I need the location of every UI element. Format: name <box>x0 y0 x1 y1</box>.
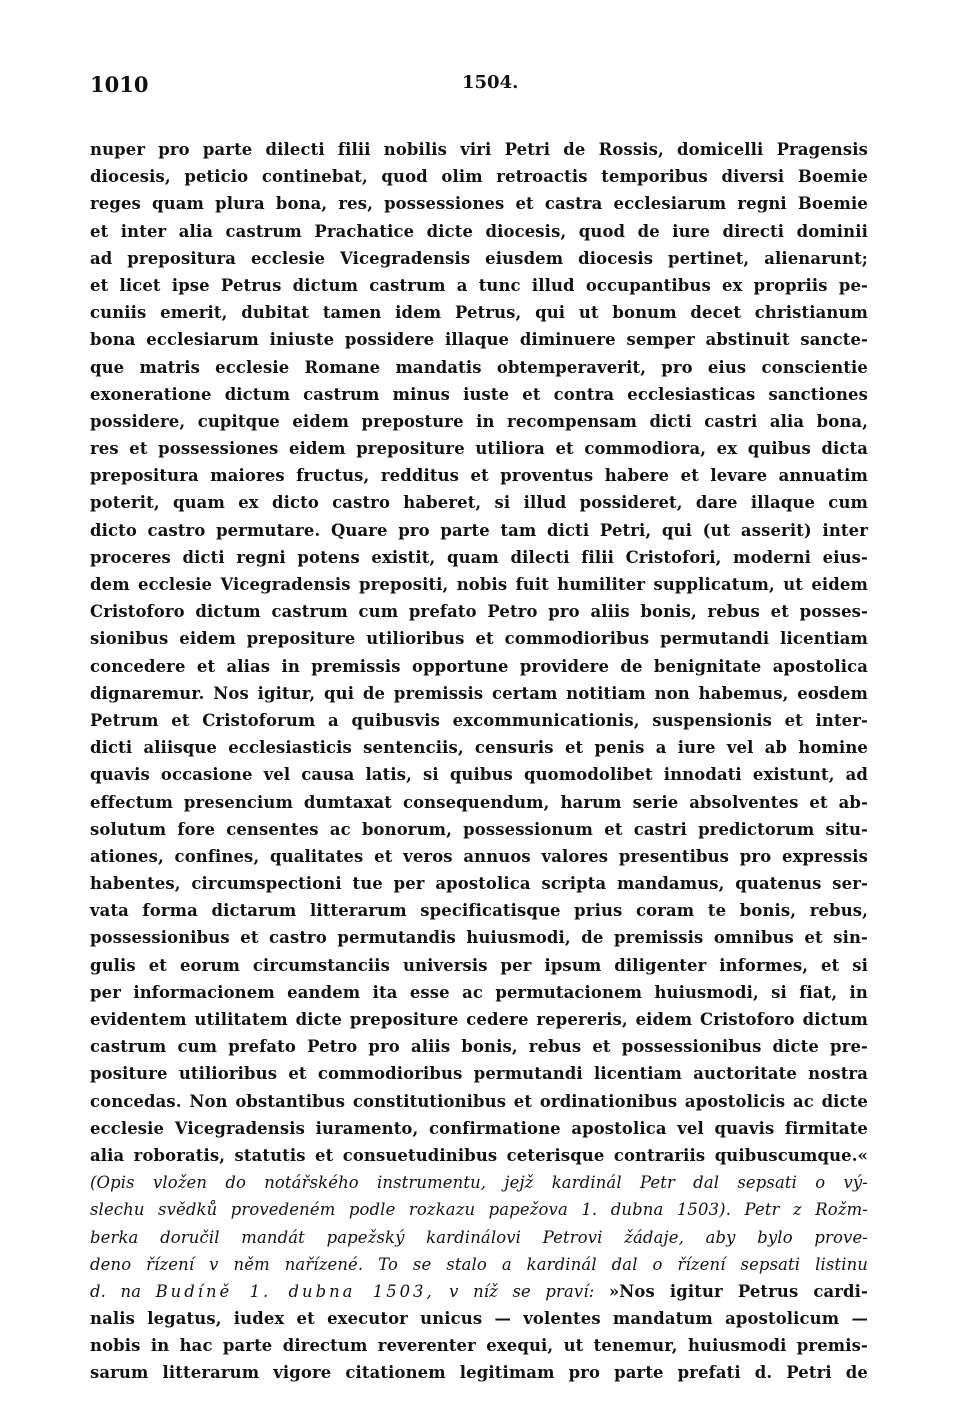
text-line: possessionibus et castro permutandis huiusmodi, de premissis omnibus et sin- <box>90 928 868 948</box>
body-text <box>90 136 868 1387</box>
text-line: cuniis emerit, dubitat tamen idem Petrus, qui ut bonum decet christianum <box>90 303 868 323</box>
text-line: exoneratione dictum castrum minus iuste et contra ecclesiasticas sanctiones <box>90 384 868 404</box>
text-line: dicto castro permutare. Quare pro parte tam dicti Petri, qui (ut asserit) inter <box>90 520 868 540</box>
page-header <box>90 72 868 102</box>
text-line: dicti aliisque ecclesiasticis sentenciis, censuris et penis a iure vel ab homine <box>90 738 868 758</box>
text-line: evidentem utilitatem dicte prepositure cedere repereris, eidem Cristoforo dictum <box>90 1010 868 1029</box>
text-line: quavis occasione vel causa latis, si quibus quomodolibet innodati existunt, ad <box>90 765 868 785</box>
text-line: Cristoforo dictum castrum cum prefato Petro pro aliis bonis, rebus et posses- <box>90 602 868 622</box>
text-line: nalis legatus, iudex et executor unicus — volentes mandatum apostolicum — <box>90 1309 868 1329</box>
text-line: habentes, circumspectioni tue per apostolica scripta mandamus, quatenus ser- <box>90 874 868 894</box>
text-line: effectum presencium dumtaxat consequendum, harum serie absolventes et ab- <box>90 792 868 812</box>
quotation-start: »Nos igitur Petrus cardi- <box>608 1281 868 1301</box>
text-line: et inter alia castrum Prachatice dicte diocesis, quod de iure directi dominii <box>90 221 868 241</box>
text-line: poterit, quam ex dicto castro haberet, si illud possideret, dare illaque cum <box>90 493 868 513</box>
text-line: res et possessiones eidem prepositure utiliora et commodiora, ex quibus dicta <box>90 439 868 459</box>
spaced-place-date: Budíně 1. dubna 1503, <box>155 1281 435 1301</box>
text-line: bona ecclesiarum iniuste possidere illaque diminuere semper abstinuit sancte- <box>90 330 868 350</box>
text-line: sionibus eidem prepositure utilioribus et commodioribus permutandi licentiam <box>90 629 868 649</box>
editorial-note-line: berka doručil mandát papežský kardinálovi Petrovi žádaje, aby bylo prove- <box>90 1227 868 1247</box>
text-line: dignaremur. Nos igitur, qui de premissis certam notitiam non habemus, eosdem <box>90 683 868 703</box>
text-line: castrum cum prefato Petro pro aliis bonis, rebus et possessionibus dicte pre- <box>90 1037 868 1057</box>
text-line: prepositura maiores fructus, redditus et proventus habere et levare annuatim <box>90 466 868 486</box>
text-line: et licet ipse Petrus dictum castrum a tunc illud occupantibus ex propriis pe- <box>90 275 868 295</box>
editorial-note-line: (Opis vložen do notářského instrumentu, jejž kardinál Petr dal sepsati o vý- <box>90 1173 868 1193</box>
page-number: 1010 <box>90 72 149 97</box>
text-line: positure utilioribus et commodioribus permutandi licentiam auctoritate nostra <box>90 1064 868 1084</box>
mixed-line <box>90 1278 868 1305</box>
text-line: gulis et eorum circumstanciis universis per ipsum diligenter informes, et si <box>90 955 868 975</box>
text-line: ationes, confines, qualitates et veros annuos valores presentibus pro expressis <box>90 846 868 866</box>
text-line: que matris ecclesie Romane mandatis obtemperaverit, pro eius conscientie <box>90 357 868 377</box>
text-line: proceres dicti regni potens existit, quam dilecti filii Cristofori, moderni eius- <box>90 547 868 567</box>
editorial-note-line: slechu svědků provedeném podle rozkazu papežova 1. dubna 1503). Petr z Rožm- <box>90 1200 868 1220</box>
text-line: solutum fore censentes ac bonorum, possessionum et castri predictorum situ- <box>90 819 868 839</box>
text-line: dem ecclesie Vicegradensis prepositi, nobis fuit humiliter supplicatum, ut eidem <box>90 575 868 594</box>
text-line: concedas. Non obstantibus constitutionibus et ordinationibus apostolicis ac dicte <box>90 1091 868 1111</box>
text-line: nobis in hac parte directum reverenter exequi, ut tenemur, huiusmodi premis- <box>90 1336 868 1356</box>
note-fragment: v níž se praví: <box>434 1281 609 1301</box>
text-line: nuper pro parte dilecti filii nobilis viri Petri de Rossis, domicelli Pragensis <box>90 140 868 159</box>
text-line: concedere et alias in premissis opportune providere de benignitate apostolica <box>90 656 868 676</box>
text-line: ecclesie Vicegradensis iuramento, confirmatione apostolica vel quavis firmitate <box>90 1118 868 1138</box>
text-line: vata forma dictarum litterarum specificatisque prius coram te bonis, rebus, <box>90 901 868 921</box>
text-line: reges quam plura bona, res, possessiones et castra ecclesiarum regni Boemie <box>90 194 868 214</box>
text-line: possidere, cupitque eidem preposture in recompensam dicti castri alia bona, <box>90 411 868 431</box>
text-line: ad prepositura ecclesie Vicegradensis eiusdem diocesis pertinet, alienarunt; <box>90 248 868 268</box>
editorial-note-line: deno řízení v něm nařízené. To se stalo a kardinál dal o řízení sepsati listinu <box>90 1254 868 1274</box>
running-head-year: 1504. <box>462 72 519 93</box>
text-line: alia roboratis, statutis et consuetudinibus ceterisque contrariis quibuscumque.« <box>90 1145 868 1165</box>
note-fragment: d. na <box>90 1281 156 1301</box>
text-line: diocesis, peticio continebat, quod olim retroactis temporibus diversi Boemie <box>90 167 868 187</box>
text-line: Petrum et Cristoforum a quibusvis excommunicationis, suspensionis et inter- <box>90 710 868 730</box>
text-line: per informacionem eandem ita esse ac permutacionem huiusmodi, si fiat, in <box>90 982 868 1002</box>
text-line: sarum litterarum vigore citationem legitimam pro parte prefati d. Petri de <box>90 1363 868 1383</box>
